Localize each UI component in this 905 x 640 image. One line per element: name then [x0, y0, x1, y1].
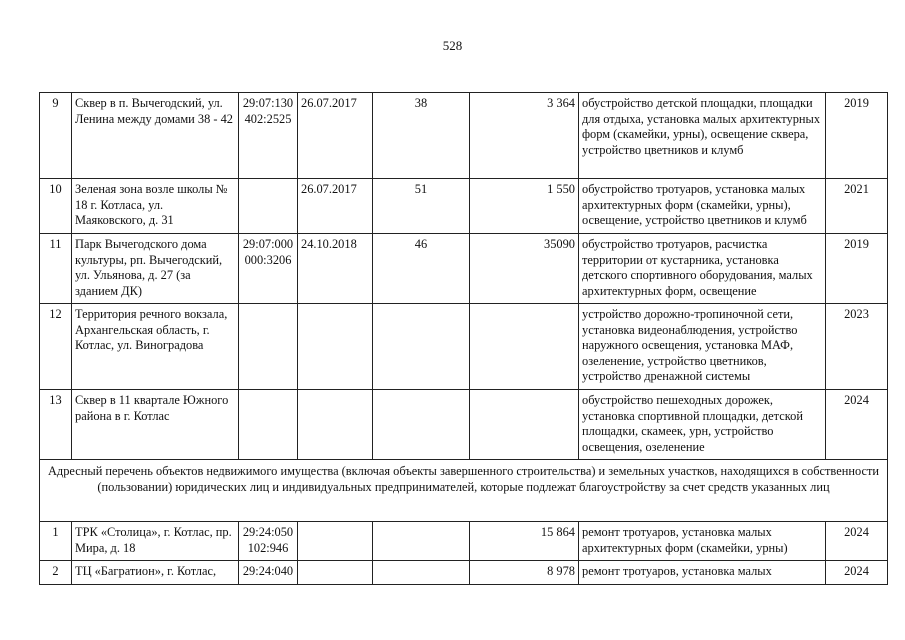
- people-count: [373, 390, 470, 460]
- people-count: [373, 304, 470, 390]
- year-cell: 2019: [826, 93, 888, 179]
- area-value: 35090: [470, 234, 579, 304]
- table-row: [40, 304, 888, 390]
- people-count: [373, 561, 470, 585]
- date-cell: 26.07.2017: [298, 179, 373, 234]
- object-name: Зеленая зона возле школы № 18 г. Котласа, ул. Маяковского, д. 31: [72, 179, 239, 234]
- cadastral-number: 29:07:000 000:3206: [239, 234, 298, 304]
- date-cell: [298, 561, 373, 585]
- cadastral-number: [239, 179, 298, 234]
- cadastral-number: 29:24:040: [239, 561, 298, 585]
- area-value: 1 550: [470, 179, 579, 234]
- address-register-table: [39, 92, 888, 585]
- row-number: 12: [40, 304, 72, 390]
- object-name: Сквер в п. Вычегодский, ул. Ленина между домами 38 - 42: [72, 93, 239, 179]
- table-row: [40, 234, 888, 304]
- table-row: [40, 522, 888, 561]
- object-name: Сквер в 11 квартале Южного района в г. Котлас: [72, 390, 239, 460]
- object-name: Парк Вычегодского дома культуры, рп. Вычегодский, ул. Ульянова, д. 27 (за зданием ДК): [72, 234, 239, 304]
- row-number: 9: [40, 93, 72, 179]
- works-description: обустройство тротуаров, расчистка территории от кустарника, установка детского спортивного оборудования, малых архитектурных форм, освещение: [579, 234, 826, 304]
- year-cell: 2024: [826, 390, 888, 460]
- row-number: 13: [40, 390, 72, 460]
- people-count: [373, 522, 470, 561]
- object-name: ТЦ «Багратион», г. Котлас,: [72, 561, 239, 585]
- area-value: 15 864: [470, 522, 579, 561]
- object-name: ТРК «Столица», г. Котлас, пр. Мира, д. 18: [72, 522, 239, 561]
- area-value: [470, 304, 579, 390]
- cadastral-number: [239, 304, 298, 390]
- date-cell: 26.07.2017: [298, 93, 373, 179]
- year-cell: 2021: [826, 179, 888, 234]
- works-description: устройство дорожно-тропиночной сети, установка видеонаблюдения, устройство наружного освещения, установка МАФ, озеленение, устройство цветников, устройство дренажной системы: [579, 304, 826, 390]
- year-cell: 2019: [826, 234, 888, 304]
- table-row: [40, 390, 888, 460]
- area-value: [470, 390, 579, 460]
- section-header: Адресный перечень объектов недвижимого имущества (включая объекты завершенного строительства) и земельных участков, находящихся в собственности (пользовании) юридических лиц и индивидуальных предпринимателей, которые подлежат благоустройству за счет средств указанных лиц: [40, 460, 888, 522]
- year-cell: 2024: [826, 561, 888, 585]
- object-name: Территория речного вокзала, Архангельская область, г. Котлас, ул. Виноградова: [72, 304, 239, 390]
- year-cell: 2023: [826, 304, 888, 390]
- table-row: [40, 93, 888, 179]
- works-description: обустройство детской площадки, площадки для отдыха, установка малых архитектурных форм (скамейки, урны), освещение сквера, устройство цветников и клумб: [579, 93, 826, 179]
- works-description: ремонт тротуаров, установка малых: [579, 561, 826, 585]
- table-row: [40, 179, 888, 234]
- area-value: 8 978: [470, 561, 579, 585]
- date-cell: 24.10.2018: [298, 234, 373, 304]
- date-cell: [298, 304, 373, 390]
- works-description: обустройство пешеходных дорожек, установка спортивной площадки, детской площадки, скамеек, урн, устройство освещения, озеленение: [579, 390, 826, 460]
- cadastral-number: [239, 390, 298, 460]
- date-cell: [298, 522, 373, 561]
- row-number: 11: [40, 234, 72, 304]
- area-value: 3 364: [470, 93, 579, 179]
- table-row: [40, 561, 888, 585]
- row-number: 1: [40, 522, 72, 561]
- year-cell: 2024: [826, 522, 888, 561]
- people-count: 38: [373, 93, 470, 179]
- date-cell: [298, 390, 373, 460]
- cadastral-number: 29:07:130 402:2525: [239, 93, 298, 179]
- page-number: 528: [442, 38, 463, 53]
- people-count: 46: [373, 234, 470, 304]
- row-number: 2: [40, 561, 72, 585]
- cadastral-number: 29:24:050 102:946: [239, 522, 298, 561]
- works-description: ремонт тротуаров, установка малых архитектурных форм (скамейки, урны): [579, 522, 826, 561]
- works-description: обустройство тротуаров, установка малых архитектурных форм (скамейки, урны), освещение, устройство цветников и клумб: [579, 179, 826, 234]
- section-header-row: [40, 460, 888, 522]
- people-count: 51: [373, 179, 470, 234]
- row-number: 10: [40, 179, 72, 234]
